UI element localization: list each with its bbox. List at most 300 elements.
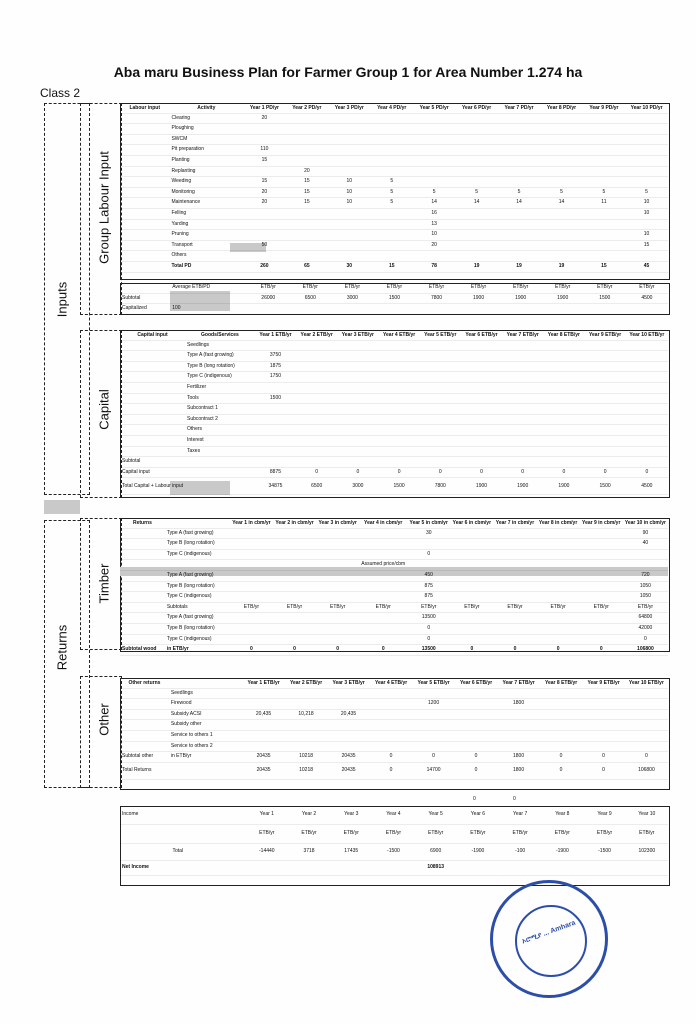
value-cell	[583, 155, 625, 166]
value-cell	[337, 340, 378, 351]
value-cell: Year 7	[499, 806, 541, 825]
value-cell	[626, 361, 668, 372]
value-cell	[585, 393, 626, 404]
value-cell	[316, 549, 359, 560]
value-cell	[420, 372, 461, 383]
value-cell: ETB/yr	[623, 602, 668, 613]
value-cell	[370, 688, 413, 699]
value-cell	[537, 539, 580, 550]
row-category	[120, 261, 169, 272]
value-cell: ETB/yr	[230, 602, 273, 613]
value-cell	[625, 177, 668, 188]
value-cell	[378, 351, 419, 362]
value-cell	[246, 861, 288, 876]
value-cell	[455, 730, 498, 741]
value-cell	[583, 145, 625, 156]
value-cell: ETB/yr	[330, 825, 372, 844]
value-cell	[255, 425, 296, 436]
value-cell: Year 4	[372, 806, 414, 825]
row-label: Type C (indigenous)	[185, 372, 255, 383]
value-cell	[585, 404, 626, 415]
value-cell: 15	[583, 261, 625, 272]
value-cell	[543, 446, 584, 457]
row-label: Type C (indigenous)	[165, 634, 230, 645]
value-cell	[455, 124, 497, 135]
value-cell	[625, 688, 668, 699]
value-cell: Year 10 PD/yr	[625, 103, 668, 113]
row-label: Service to others 1	[169, 730, 242, 741]
row-category	[120, 187, 169, 198]
row-category	[120, 208, 169, 219]
row-label: Ploughing	[169, 124, 243, 135]
labour-row	[120, 134, 668, 145]
value-cell: 875	[407, 581, 450, 592]
value-cell	[625, 699, 668, 710]
value-cell	[420, 351, 461, 362]
value-cell: 10	[625, 198, 668, 209]
value-cell	[230, 623, 273, 634]
value-cell: 10	[625, 208, 668, 219]
value-cell: Year 9 ETB/yr	[585, 330, 626, 340]
value-cell: Year 10 ETB/yr	[625, 678, 668, 688]
value-cell	[502, 446, 543, 457]
value-cell	[372, 861, 414, 876]
value-cell	[378, 435, 419, 446]
value-cell	[585, 351, 626, 362]
capital-row	[120, 414, 668, 425]
value-cell	[537, 528, 580, 539]
value-cell	[502, 435, 543, 446]
value-cell: 1500	[373, 293, 415, 304]
value-cell	[580, 581, 623, 592]
value-cell: Year 6 ETB/yr	[455, 678, 498, 688]
row-category	[120, 539, 165, 550]
value-cell: Year 5 ETB/yr	[420, 330, 461, 340]
value-cell	[450, 539, 493, 550]
value-cell	[242, 720, 285, 731]
value-cell: Year 3	[330, 806, 372, 825]
labour-capitalized-row	[120, 304, 668, 315]
value-cell: 5	[371, 187, 413, 198]
value-cell: 0	[407, 549, 450, 560]
value-cell: -1500	[583, 844, 625, 861]
row-category	[120, 602, 165, 613]
value-cell: 15	[243, 177, 285, 188]
value-cell	[625, 730, 668, 741]
value-cell	[461, 404, 502, 415]
value-cell	[286, 134, 328, 145]
value-cell: 20	[413, 240, 455, 251]
value-cell: Year 7 in cbm/yr	[493, 518, 536, 528]
row-label: Type C (indigenous)	[165, 592, 230, 603]
row-category	[120, 414, 185, 425]
row-category	[120, 251, 169, 262]
value-cell: 0	[370, 762, 413, 779]
value-cell: ETB/yr	[273, 602, 316, 613]
value-cell: 14	[455, 198, 497, 209]
value-cell	[543, 340, 584, 351]
value-cell: ETB/yr	[415, 825, 457, 844]
labour-row	[120, 261, 668, 272]
row-label: Total PD	[169, 261, 243, 272]
value-cell	[540, 240, 582, 251]
value-cell	[455, 177, 497, 188]
row-label: Subcontract 2	[185, 414, 255, 425]
value-cell: 106800	[625, 762, 668, 779]
value-cell	[455, 219, 497, 230]
value-cell	[498, 166, 540, 177]
value-cell	[580, 613, 623, 624]
value-cell	[626, 414, 668, 425]
value-cell: Year 4 in cbm/yr	[359, 518, 407, 528]
value-cell	[583, 177, 625, 188]
other-row	[120, 720, 668, 731]
value-cell: 7800	[415, 293, 457, 304]
value-cell	[450, 549, 493, 560]
labour-table	[120, 103, 668, 273]
value-cell	[625, 251, 668, 262]
value-cell	[359, 613, 407, 624]
row-label: Maintenance	[169, 198, 243, 209]
value-cell	[540, 688, 583, 699]
value-cell: 875	[407, 592, 450, 603]
value-cell	[242, 688, 285, 699]
value-cell	[328, 240, 370, 251]
value-cell: 0	[420, 467, 461, 478]
value-cell	[296, 340, 337, 351]
value-cell: 50	[243, 240, 285, 251]
value-cell	[412, 709, 455, 720]
value-cell: Year 10 in cbm/yr	[623, 518, 668, 528]
value-cell: 40	[623, 539, 668, 550]
value-cell: 106800	[623, 645, 668, 656]
value-cell	[543, 425, 584, 436]
value-cell	[540, 219, 582, 230]
official-stamp	[490, 880, 608, 998]
value-cell	[585, 414, 626, 425]
value-cell	[585, 425, 626, 436]
value-cell: 20	[243, 187, 285, 198]
row-label: Type A (fast growing)	[165, 528, 230, 539]
capital-subtotal-label-row	[120, 457, 668, 468]
value-cell	[328, 230, 370, 241]
value-cell: ETB/yr	[372, 825, 414, 844]
value-cell	[316, 634, 359, 645]
value-cell	[316, 528, 359, 539]
value-cell	[273, 560, 316, 571]
value-cell	[537, 613, 580, 624]
value-cell	[626, 351, 668, 362]
value-cell: Year 4 ETB/yr	[370, 678, 413, 688]
value-cell	[285, 741, 328, 752]
row-category: Subtotal	[120, 457, 185, 468]
value-cell: ETB/yr	[580, 602, 623, 613]
value-cell: 1800	[497, 752, 540, 763]
row-label: Tools	[185, 393, 255, 404]
labour-row	[120, 240, 668, 251]
value-cell	[378, 340, 419, 351]
value-cell	[625, 113, 668, 124]
value-cell: 14	[413, 198, 455, 209]
value-cell	[502, 382, 543, 393]
value-cell	[461, 340, 502, 351]
value-cell	[585, 457, 626, 468]
value-cell	[378, 425, 419, 436]
row-category: Returns	[120, 518, 165, 528]
row-category: Subtotal	[120, 293, 170, 304]
value-cell	[502, 361, 543, 372]
value-cell	[285, 699, 328, 710]
value-cell: 1050	[623, 581, 668, 592]
value-cell	[378, 404, 419, 415]
value-cell	[542, 304, 584, 315]
income-net-row	[120, 861, 668, 876]
value-cell	[255, 435, 296, 446]
value-cell	[625, 720, 668, 731]
value-cell	[626, 425, 668, 436]
value-cell	[328, 208, 370, 219]
value-cell	[413, 166, 455, 177]
value-cell	[498, 208, 540, 219]
value-cell	[540, 166, 582, 177]
value-cell	[450, 613, 493, 624]
value-cell	[230, 528, 273, 539]
value-cell	[580, 560, 623, 571]
value-cell: 20435	[327, 752, 370, 763]
row-category	[120, 230, 169, 241]
value-cell	[370, 709, 413, 720]
timber-header-row	[120, 518, 668, 528]
value-cell	[582, 688, 625, 699]
row-category	[120, 113, 169, 124]
row-category	[120, 709, 169, 720]
row-category	[120, 730, 169, 741]
value-cell	[455, 113, 497, 124]
row-category	[120, 425, 185, 436]
value-cell	[328, 145, 370, 156]
value-cell: 10	[413, 230, 455, 241]
row-label	[185, 457, 255, 468]
other-extra-2: 0	[513, 796, 516, 802]
value-cell	[502, 404, 543, 415]
value-cell	[625, 709, 668, 720]
other-extra-1: 0	[473, 796, 476, 802]
row-category: Total Capital + Labour input	[120, 478, 185, 495]
value-cell	[625, 741, 668, 752]
value-cell: ETB/yr	[626, 283, 668, 293]
value-cell: 10	[625, 230, 668, 241]
value-cell: -1900	[541, 844, 583, 861]
value-cell: 34875	[255, 478, 296, 495]
value-cell: ETB/yr	[499, 825, 541, 844]
value-cell	[626, 457, 668, 468]
value-cell	[498, 230, 540, 241]
row-label	[170, 806, 245, 825]
value-cell: 14700	[412, 762, 455, 779]
value-cell	[337, 393, 378, 404]
value-cell: 1500	[584, 293, 626, 304]
row-label: Taxes	[185, 446, 255, 457]
value-cell	[625, 219, 668, 230]
value-cell	[585, 340, 626, 351]
value-cell: 0	[537, 645, 580, 656]
labour-subtotal-table	[120, 283, 668, 315]
value-cell	[580, 528, 623, 539]
value-cell: 15	[286, 198, 328, 209]
row-label: Transport	[169, 240, 243, 251]
value-cell	[316, 560, 359, 571]
row-label: Fertilizer	[185, 382, 255, 393]
value-cell	[273, 570, 316, 581]
value-cell	[359, 549, 407, 560]
row-category: Income	[120, 806, 170, 825]
row-category	[120, 372, 185, 383]
row-label: Type B (long rotation)	[185, 361, 255, 372]
row-label	[185, 478, 255, 495]
value-cell: ETB/yr	[450, 602, 493, 613]
value-cell	[230, 539, 273, 550]
row-category: Subtotal wood	[120, 645, 165, 656]
row-category: Subtotal other	[120, 752, 169, 763]
class-label: Class 2	[40, 86, 81, 100]
value-cell	[583, 208, 625, 219]
value-cell	[497, 720, 540, 731]
value-cell: 20	[243, 198, 285, 209]
value-cell	[455, 699, 498, 710]
value-cell: 26000	[247, 293, 289, 304]
row-label: Seedlings	[185, 340, 255, 351]
value-cell: ETB/yr	[288, 825, 330, 844]
value-cell	[285, 688, 328, 699]
value-cell	[626, 404, 668, 415]
value-cell: 0	[407, 623, 450, 634]
value-cell: 10	[328, 187, 370, 198]
value-cell	[493, 560, 536, 571]
value-cell	[316, 592, 359, 603]
value-cell	[623, 549, 668, 560]
value-cell: 5	[371, 198, 413, 209]
value-cell: 1500	[255, 393, 296, 404]
value-cell	[316, 623, 359, 634]
value-cell: 19	[540, 261, 582, 272]
income-total-row	[120, 844, 668, 861]
value-cell	[273, 623, 316, 634]
row-category: Labour input	[120, 103, 169, 113]
value-cell	[625, 124, 668, 135]
value-cell: 0	[625, 752, 668, 763]
row-category	[120, 844, 170, 861]
labour-row	[120, 166, 668, 177]
timber-table	[120, 518, 668, 656]
value-cell	[420, 393, 461, 404]
value-cell	[498, 251, 540, 262]
value-cell	[498, 124, 540, 135]
value-cell: 78	[413, 261, 455, 272]
value-cell	[296, 393, 337, 404]
timber-value-row	[120, 623, 668, 634]
value-cell	[420, 446, 461, 457]
value-cell: -1900	[457, 844, 499, 861]
value-cell	[420, 404, 461, 415]
value-cell: ETB/yr	[246, 825, 288, 844]
row-category	[120, 435, 185, 446]
value-cell	[497, 741, 540, 752]
value-cell: 7800	[420, 478, 461, 495]
value-cell: ETB/yr	[583, 825, 625, 844]
value-cell	[585, 382, 626, 393]
row-category: Other returns	[120, 678, 169, 688]
value-cell: 13500	[407, 645, 450, 656]
value-cell	[296, 372, 337, 383]
value-cell: 0	[370, 752, 413, 763]
value-cell	[543, 351, 584, 362]
value-cell	[286, 230, 328, 241]
row-label: Yarding	[169, 219, 243, 230]
value-cell	[337, 382, 378, 393]
row-category: Net Income	[120, 861, 170, 876]
value-cell: 6500	[296, 478, 337, 495]
value-cell	[371, 124, 413, 135]
timber-volume-row	[120, 539, 668, 550]
value-cell	[337, 372, 378, 383]
value-cell	[328, 219, 370, 230]
value-cell	[583, 861, 625, 876]
value-cell: ETB/yr	[331, 283, 373, 293]
value-cell: Year 10	[626, 806, 668, 825]
row-label: Weeding	[169, 177, 243, 188]
value-cell: 0	[580, 645, 623, 656]
row-category	[120, 581, 165, 592]
value-cell	[461, 382, 502, 393]
value-cell: 1900	[461, 478, 502, 495]
value-cell	[288, 861, 330, 876]
value-cell	[413, 113, 455, 124]
value-cell	[626, 861, 668, 876]
value-cell	[420, 361, 461, 372]
timber-price-row	[120, 592, 668, 603]
value-cell: Year 7 ETB/yr	[502, 330, 543, 340]
row-category	[120, 570, 165, 581]
other-table	[120, 678, 668, 780]
capital-row	[120, 435, 668, 446]
value-cell	[461, 393, 502, 404]
row-label: Type B (long rotation)	[165, 581, 230, 592]
value-cell	[455, 709, 498, 720]
value-cell: Year 2	[288, 806, 330, 825]
value-cell	[499, 861, 541, 876]
value-cell	[537, 570, 580, 581]
value-cell	[289, 304, 331, 315]
value-cell	[296, 457, 337, 468]
value-cell	[273, 613, 316, 624]
value-cell: 1500	[585, 478, 626, 495]
other-label: Other	[96, 703, 112, 736]
value-cell	[625, 145, 668, 156]
row-category	[120, 528, 165, 539]
value-cell	[378, 393, 419, 404]
value-cell	[493, 592, 536, 603]
value-cell: 20	[286, 166, 328, 177]
value-cell: 10	[328, 198, 370, 209]
value-cell: Year 3 ETB/yr	[337, 330, 378, 340]
row-category: Total Returns	[120, 762, 169, 779]
value-cell: Year 1 ETB/yr	[255, 330, 296, 340]
row-category	[120, 404, 185, 415]
value-cell: 19	[498, 261, 540, 272]
value-cell: ETB/yr	[626, 825, 668, 844]
value-cell	[461, 457, 502, 468]
value-cell: 5	[498, 187, 540, 198]
